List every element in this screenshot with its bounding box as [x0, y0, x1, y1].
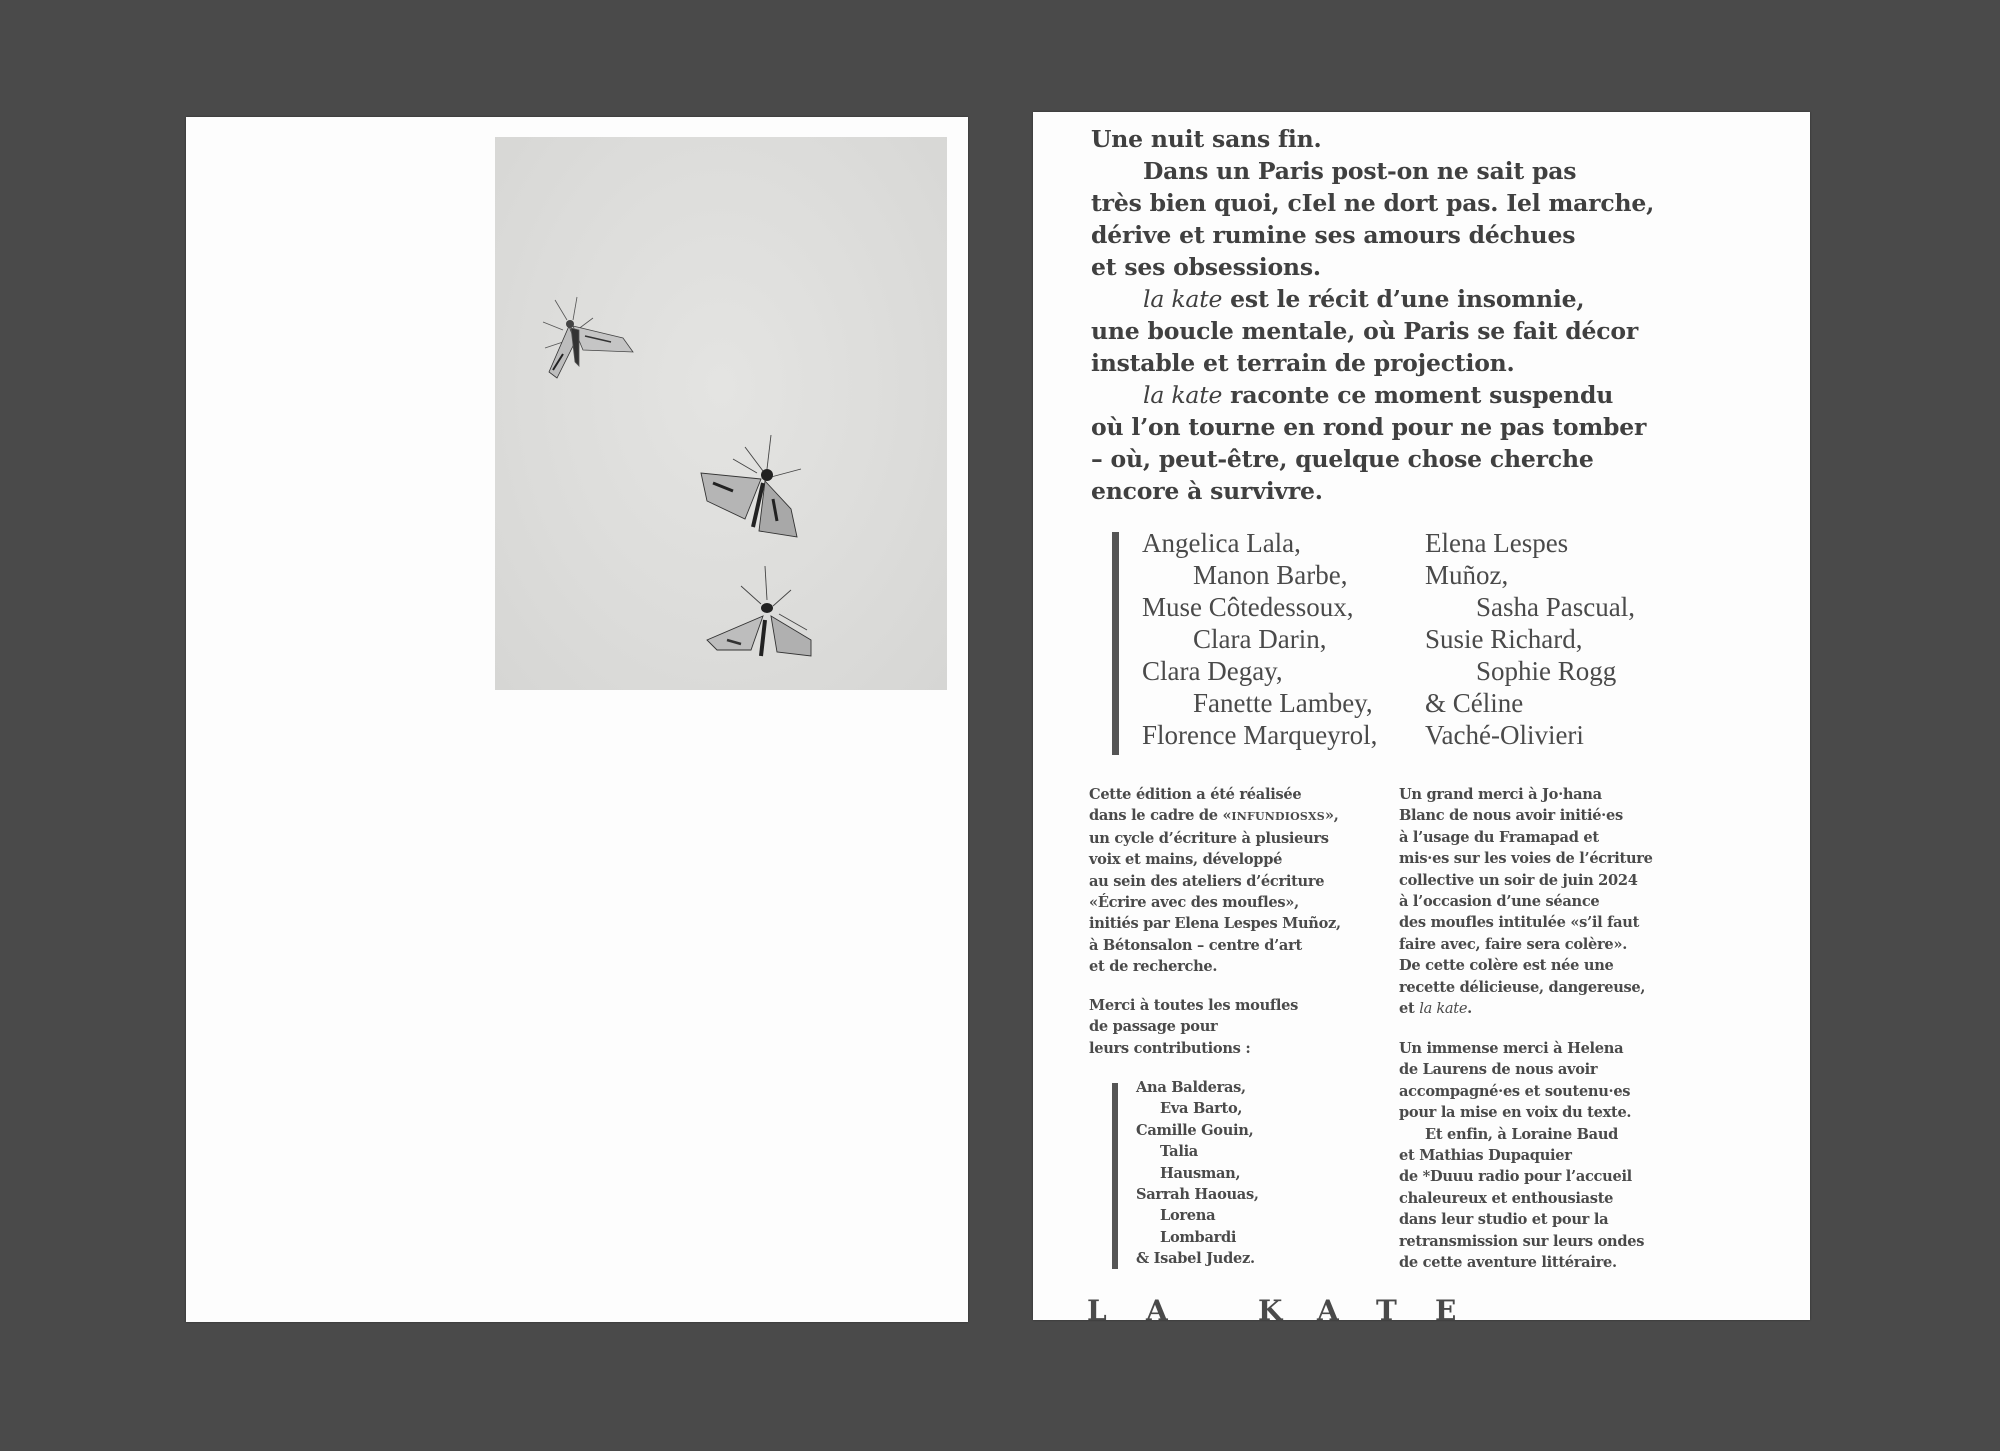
- contributor-name: Camille Gouin,: [1136, 1121, 1254, 1139]
- contributors-block: [1112, 1079, 1259, 1269]
- blurb-line-text: est le récit d’une insomnie,: [1222, 285, 1585, 313]
- contributor-name: Hausman,: [1160, 1164, 1241, 1182]
- colophon-line: voix et mains, développé: [1089, 851, 1283, 869]
- colophon-line: à l’occasion d’une séance: [1399, 893, 1600, 911]
- author-name: Clara Degay,: [1142, 656, 1283, 686]
- contributor-name: Lombardi: [1160, 1228, 1237, 1246]
- contributor-name: Eva Barto,: [1160, 1100, 1243, 1118]
- author-name: Angelica Lala,: [1142, 528, 1301, 558]
- thanks-line: accompagné·es et soutenu·es: [1399, 1082, 1631, 1100]
- colophon-line: initiés par Elena Lespes Muñoz,: [1089, 915, 1341, 933]
- contributors-list: [1136, 1077, 1259, 1270]
- project-name: INFUNDIOSXS: [1231, 810, 1325, 824]
- title-letter: L: [1087, 1294, 1107, 1320]
- colophon-line: dans le cadre de «INFUNDIOSXS»,: [1089, 807, 1339, 825]
- author-name: Sasha Pascual,: [1476, 592, 1635, 622]
- blurb-line: où l’on tourne en rond pour ne pas tomber: [1091, 413, 1647, 441]
- author-name: Manon Barbe,: [1193, 560, 1348, 590]
- author-name: Muñoz,: [1425, 560, 1509, 590]
- thanks-line: retransmission sur leurs ondes: [1399, 1232, 1645, 1250]
- contributor-name: & Isabel Judez.: [1136, 1250, 1255, 1268]
- contributor-name: Lorena: [1160, 1207, 1216, 1225]
- colophon-line: à Bétonsalon – centre d’art: [1089, 936, 1302, 954]
- thanks-line: de Laurens de nous avoir: [1399, 1061, 1598, 1079]
- blurb-line: [1091, 379, 1791, 411]
- authors-column-1: [1142, 527, 1377, 751]
- moth-icon: [701, 435, 801, 537]
- thanks-line: et Mathias Dupaquier: [1399, 1147, 1572, 1165]
- blurb-line: une boucle mentale, où Paris se fait décor: [1091, 317, 1639, 345]
- title-letter: A: [1146, 1294, 1168, 1320]
- colophon-line: De cette colère est née une: [1399, 957, 1614, 975]
- thanks-line: Merci à toutes les moufles: [1089, 997, 1299, 1014]
- colophon-left: [1089, 784, 1389, 978]
- thanks-line: de *Duuu radio pour l’accueil: [1399, 1168, 1632, 1186]
- blurb-line: instable et terrain de projection.: [1091, 349, 1515, 377]
- author-name: Elena Lespes: [1425, 528, 1569, 558]
- left-page: [186, 117, 968, 1322]
- colophon-line: et de recherche.: [1089, 958, 1218, 976]
- title-italic: la kate: [1143, 381, 1223, 409]
- thanks-line: pour la mise en voix du texte.: [1399, 1104, 1632, 1122]
- thanks-line: Un immense merci à Helena: [1399, 1040, 1624, 1057]
- moth-icon: [495, 137, 947, 690]
- authors-column-2: [1425, 527, 1635, 751]
- colophon-line: recette délicieuse, dangereuse,: [1399, 978, 1646, 996]
- title-italic: la kate: [1419, 1000, 1468, 1018]
- colophon-line: «Écrire avec des moufles»,: [1089, 894, 1299, 912]
- colophon-line: au sein des ateliers d’écriture: [1089, 872, 1325, 890]
- colophon-line: Cette édition a été réalisée: [1089, 786, 1302, 803]
- right-page: [1033, 112, 1810, 1320]
- colophon-line: faire avec, faire sera colère».: [1399, 935, 1627, 953]
- title-letter: A: [1317, 1294, 1339, 1320]
- colophon-line: un cycle d’écriture à plusieurs: [1089, 829, 1329, 847]
- thanks-right: [1399, 1038, 1799, 1273]
- colophon-line: Un grand merci à Jo·hana: [1399, 786, 1602, 803]
- thanks-line: dans leur studio et pour la: [1399, 1211, 1609, 1229]
- blurb-line: dérive et rumine ses amours déchues: [1091, 221, 1576, 249]
- colophon-right: [1399, 784, 1799, 1019]
- author-name: Clara Darin,: [1193, 624, 1327, 654]
- colophon-line: des moufles intitulée «s’il faut: [1399, 914, 1640, 932]
- blurb-line: [1091, 283, 1791, 315]
- colophon-line: mis·es sur les voies de l’écriture: [1399, 850, 1653, 868]
- colophon-line: et la kate.: [1399, 1000, 1472, 1018]
- thanks-line: Et enfin, à Loraine Baud: [1425, 1125, 1619, 1143]
- thanks-line: de cette aventure littéraire.: [1399, 1254, 1617, 1272]
- thanks-line: de passage pour: [1089, 1018, 1218, 1036]
- contributor-name: Talia: [1160, 1143, 1198, 1161]
- colophon-line: à l’usage du Framapad et: [1399, 828, 1599, 846]
- author-name: Susie Richard,: [1425, 624, 1583, 654]
- author-name: Florence Marqueyrol,: [1142, 720, 1378, 750]
- author-name: Sophie Rogg: [1476, 656, 1617, 686]
- author-name: Fanette Lambey,: [1193, 688, 1373, 718]
- blurb-line: encore à survivre.: [1091, 477, 1323, 505]
- title-letter: T: [1376, 1294, 1397, 1320]
- blurb-line: Dans un Paris post-on ne sait pas: [1143, 157, 1577, 185]
- moth-photograph: [495, 137, 947, 690]
- blurb-line: – où, peut-être, quelque chose cherche: [1091, 445, 1594, 473]
- blurb-line: très bien quoi, cIel ne dort pas. Iel marche,: [1091, 189, 1655, 217]
- title-italic: la kate: [1143, 285, 1223, 313]
- contributor-name: Sarrah Haouas,: [1136, 1186, 1259, 1204]
- title-letter: K: [1258, 1294, 1283, 1320]
- book-title-la-kate: [1033, 1294, 1810, 1320]
- blurb-line-text: raconte ce moment suspendu: [1222, 381, 1614, 409]
- title-letter: E: [1435, 1294, 1457, 1320]
- thanks-contributors-intro: [1089, 995, 1389, 1059]
- thanks-line: chaleureux et enthousiaste: [1399, 1189, 1614, 1207]
- thanks-line: leurs contributions :: [1089, 1039, 1251, 1057]
- blurb-text: [1091, 123, 1791, 507]
- blurb-line: Une nuit sans fin.: [1091, 125, 1322, 153]
- author-name: Vaché-Olivieri: [1425, 720, 1584, 750]
- colophon-line: Blanc de nous avoir initié·es: [1399, 807, 1623, 825]
- colophon-line: collective un soir de juin 2024: [1399, 871, 1638, 889]
- author-name: Muse Côtedessoux,: [1142, 592, 1354, 622]
- blurb-line: et ses obsessions.: [1091, 253, 1321, 281]
- moth-icon: [543, 297, 633, 378]
- author-name: & Céline: [1425, 688, 1524, 718]
- contributor-name: Ana Balderas,: [1136, 1079, 1246, 1096]
- authors-block: [1112, 528, 1639, 755]
- moth-icon: [707, 566, 811, 656]
